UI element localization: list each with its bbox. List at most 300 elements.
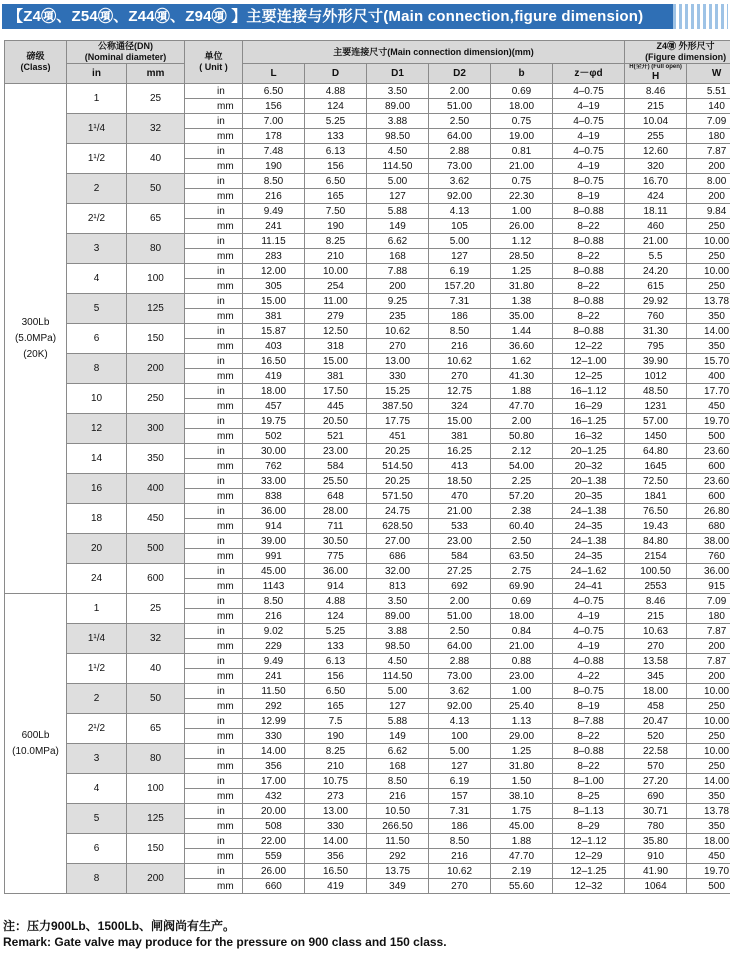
value-cell: 47.70 [491, 399, 553, 414]
table-row [5, 324, 730, 339]
dn-in-cell: 12 [67, 414, 127, 444]
unit-cell: mm [185, 489, 243, 504]
unit-cell: in [185, 234, 243, 249]
dn-in-cell: 1¹/2 [67, 654, 127, 684]
value-cell: 10.00 [687, 234, 730, 249]
value-cell: 1231 [625, 399, 687, 414]
dn-mm-cell: 65 [127, 204, 185, 234]
value-cell: 92.00 [429, 699, 491, 714]
value-cell: 29.92 [625, 294, 687, 309]
value-cell: 17.00 [243, 774, 305, 789]
dn-mm-cell: 80 [127, 744, 185, 774]
value-cell: 28.50 [491, 249, 553, 264]
value-cell: 12.50 [305, 324, 367, 339]
table-row [5, 474, 730, 489]
value-cell: 16.70 [625, 174, 687, 189]
dn-in-cell: 1¹/4 [67, 114, 127, 144]
value-cell: 8–0.88 [553, 294, 625, 309]
table-header [5, 41, 730, 84]
value-cell: 760 [687, 549, 730, 564]
value-cell: 84.80 [625, 534, 687, 549]
value-cell: 4.50 [367, 144, 429, 159]
unit-cell: in [185, 294, 243, 309]
value-cell: 26.00 [243, 864, 305, 879]
value-cell: 13.78 [687, 804, 730, 819]
value-cell: 4.88 [305, 84, 367, 99]
value-cell: 320 [625, 159, 687, 174]
unit-cell: mm [185, 669, 243, 684]
value-cell: 216 [243, 189, 305, 204]
value-cell: 215 [625, 609, 687, 624]
value-cell: 69.90 [491, 579, 553, 594]
value-cell: 991 [243, 549, 305, 564]
value-cell: 27.00 [367, 534, 429, 549]
value-cell: 8–1.13 [553, 804, 625, 819]
value-cell: 1064 [625, 879, 687, 894]
unit-cell: in [185, 324, 243, 339]
value-cell: 8–7.88 [553, 714, 625, 729]
value-cell: 127 [429, 249, 491, 264]
value-cell: 1.75 [491, 804, 553, 819]
value-cell: 6.19 [429, 264, 491, 279]
value-cell: 0.75 [491, 174, 553, 189]
dn-in-cell: 14 [67, 444, 127, 474]
value-cell: 7.00 [243, 114, 305, 129]
value-cell: 270 [367, 339, 429, 354]
dn-mm-cell: 250 [127, 384, 185, 414]
dn-mm-header: mm [127, 64, 185, 84]
col-label-2: D1 [367, 64, 429, 84]
unit-cell: mm [185, 789, 243, 804]
value-cell: 57.20 [491, 489, 553, 504]
value-cell: 20.47 [625, 714, 687, 729]
unit-cell: in [185, 774, 243, 789]
value-cell: 8.46 [625, 84, 687, 99]
value-cell: 571.50 [367, 489, 429, 504]
value-cell: 10.00 [687, 684, 730, 699]
value-cell: 7.09 [687, 114, 730, 129]
value-cell: 4.88 [305, 594, 367, 609]
value-cell: 8.50 [429, 324, 491, 339]
value-cell: 127 [429, 759, 491, 774]
value-cell: 127 [367, 699, 429, 714]
value-cell: 279 [305, 309, 367, 324]
value-cell: 7.87 [687, 654, 730, 669]
dn-mm-cell: 400 [127, 474, 185, 504]
value-cell: 31.80 [491, 279, 553, 294]
value-cell: 200 [367, 279, 429, 294]
value-cell: 149 [367, 219, 429, 234]
dn-mm-cell: 100 [127, 774, 185, 804]
value-cell: 14.00 [687, 774, 730, 789]
value-cell: 813 [367, 579, 429, 594]
value-cell: 13.58 [625, 654, 687, 669]
col-label-6: H(全开) (Full open) H [625, 64, 687, 84]
value-cell: 584 [305, 459, 367, 474]
value-cell: 190 [305, 219, 367, 234]
value-cell: 63.50 [491, 549, 553, 564]
value-cell: 350 [687, 789, 730, 804]
value-cell: 210 [305, 249, 367, 264]
value-cell: 114.50 [367, 159, 429, 174]
value-cell: 127 [367, 189, 429, 204]
value-cell: 2.00 [429, 594, 491, 609]
value-cell: 6.62 [367, 234, 429, 249]
unit-cell: in [185, 684, 243, 699]
table-row [5, 294, 730, 309]
value-cell: 1450 [625, 429, 687, 444]
value-cell: 51.00 [429, 609, 491, 624]
value-cell: 266.50 [367, 819, 429, 834]
value-cell: 915 [687, 579, 730, 594]
value-cell: 10.62 [429, 354, 491, 369]
value-cell: 8.50 [367, 774, 429, 789]
value-cell: 5.5 [625, 249, 687, 264]
value-cell: 5.00 [429, 234, 491, 249]
value-cell: 14.00 [687, 324, 730, 339]
value-cell: 1.62 [491, 354, 553, 369]
value-cell: 168 [367, 759, 429, 774]
figure-dimension-header: Z4㊠ 外形尺寸 (Figure dimension) [625, 41, 730, 64]
value-cell: 35.80 [625, 834, 687, 849]
value-cell: 9.84 [687, 204, 730, 219]
dn-in-cell: 20 [67, 534, 127, 564]
table-row [5, 534, 730, 549]
value-cell: 64.80 [625, 444, 687, 459]
dn-in-cell: 2¹/2 [67, 714, 127, 744]
value-cell: 500 [687, 429, 730, 444]
value-cell: 157.20 [429, 279, 491, 294]
value-cell: 349 [367, 879, 429, 894]
value-cell: 15.00 [429, 414, 491, 429]
value-cell: 7.09 [687, 594, 730, 609]
value-cell: 35.00 [491, 309, 553, 324]
h-full-open-note: H(全开) (Full open) [629, 64, 682, 70]
dn-in-cell: 8 [67, 354, 127, 384]
value-cell: 470 [429, 489, 491, 504]
value-cell: 5.51 [687, 84, 730, 99]
value-cell: 4–19 [553, 159, 625, 174]
value-cell: 22.00 [243, 834, 305, 849]
dn-mm-cell: 125 [127, 804, 185, 834]
unit-cell: mm [185, 99, 243, 114]
value-cell: 424 [625, 189, 687, 204]
value-cell: 186 [429, 309, 491, 324]
value-cell: 24–1.38 [553, 504, 625, 519]
value-cell: 4.50 [367, 654, 429, 669]
value-cell: 324 [429, 399, 491, 414]
value-cell: 12.00 [243, 264, 305, 279]
dn-in-cell: 6 [67, 324, 127, 354]
dn-mm-cell: 500 [127, 534, 185, 564]
value-cell: 521 [305, 429, 367, 444]
value-cell: 27.20 [625, 774, 687, 789]
dn-mm-cell: 50 [127, 684, 185, 714]
dn-mm-cell: 125 [127, 294, 185, 324]
value-cell: 24.20 [625, 264, 687, 279]
value-cell: 250 [687, 699, 730, 714]
unit-cell: mm [185, 759, 243, 774]
value-cell: 250 [687, 729, 730, 744]
value-cell: 2.88 [429, 654, 491, 669]
value-cell: 4–0.88 [553, 654, 625, 669]
value-cell: 6.19 [429, 774, 491, 789]
table-row [5, 624, 730, 639]
value-cell: 8–22 [553, 219, 625, 234]
value-cell: 838 [243, 489, 305, 504]
unit-cell: mm [185, 819, 243, 834]
value-cell: 8.00 [687, 174, 730, 189]
value-cell: 45.00 [491, 819, 553, 834]
value-cell: 387.50 [367, 399, 429, 414]
unit-cell: in [185, 864, 243, 879]
value-cell: 2.88 [429, 144, 491, 159]
value-cell: 10.62 [367, 324, 429, 339]
value-cell: 21.00 [491, 159, 553, 174]
value-cell: 64.00 [429, 639, 491, 654]
value-cell: 39.90 [625, 354, 687, 369]
value-cell: 8–25 [553, 789, 625, 804]
value-cell: 16–1.12 [553, 384, 625, 399]
value-cell: 1645 [625, 459, 687, 474]
value-cell: 8–0.88 [553, 744, 625, 759]
value-cell: 216 [429, 849, 491, 864]
value-cell: 41.30 [491, 369, 553, 384]
value-cell: 200 [687, 189, 730, 204]
dn-in-cell: 1 [67, 84, 127, 114]
value-cell: 1.88 [491, 384, 553, 399]
value-cell: 32.00 [367, 564, 429, 579]
unit-cell: in [185, 354, 243, 369]
value-cell: 350 [687, 309, 730, 324]
value-cell: 13.78 [687, 294, 730, 309]
table-row [5, 744, 730, 759]
value-cell: 210 [305, 759, 367, 774]
value-cell: 21.00 [429, 504, 491, 519]
value-cell: 615 [625, 279, 687, 294]
value-cell: 20–32 [553, 459, 625, 474]
table-row [5, 444, 730, 459]
value-cell: 12.75 [429, 384, 491, 399]
value-cell: 692 [429, 579, 491, 594]
value-cell: 15.70 [687, 354, 730, 369]
value-cell: 30.50 [305, 534, 367, 549]
unit-cell: mm [185, 519, 243, 534]
table-row [5, 864, 730, 879]
table-row [5, 384, 730, 399]
value-cell: 8–22 [553, 729, 625, 744]
value-cell: 235 [367, 309, 429, 324]
unit-cell: mm [185, 639, 243, 654]
value-cell: 8–0.88 [553, 234, 625, 249]
col-label-0: L [243, 64, 305, 84]
value-cell: 180 [687, 609, 730, 624]
value-cell: 600 [687, 459, 730, 474]
value-cell: 15.00 [243, 294, 305, 309]
value-cell: 508 [243, 819, 305, 834]
table-row [5, 504, 730, 519]
value-cell: 3.50 [367, 84, 429, 99]
value-cell: 1.00 [491, 684, 553, 699]
value-cell: 20.25 [367, 444, 429, 459]
col-label-7: W [687, 64, 730, 84]
value-cell: 350 [687, 819, 730, 834]
value-cell: 914 [305, 579, 367, 594]
value-cell: 23.00 [491, 669, 553, 684]
value-cell: 5.88 [367, 204, 429, 219]
value-cell: 3.88 [367, 624, 429, 639]
dn-in-cell: 1¹/2 [67, 144, 127, 174]
value-cell: 0.84 [491, 624, 553, 639]
value-cell: 780 [625, 819, 687, 834]
value-cell: 8–19 [553, 189, 625, 204]
unit-cell: mm [185, 249, 243, 264]
value-cell: 2.00 [429, 84, 491, 99]
unit-cell: in [185, 804, 243, 819]
value-cell: 8–29 [553, 819, 625, 834]
value-cell: 36.00 [305, 564, 367, 579]
unit-cell: mm [185, 729, 243, 744]
value-cell: 250 [687, 249, 730, 264]
value-cell: 450 [687, 849, 730, 864]
value-cell: 8.25 [305, 234, 367, 249]
value-cell: 54.00 [491, 459, 553, 474]
table-row [5, 84, 730, 99]
value-cell: 403 [243, 339, 305, 354]
value-cell: 241 [243, 219, 305, 234]
table-row [5, 594, 730, 609]
value-cell: 8.25 [305, 744, 367, 759]
dn-in-cell: 2 [67, 684, 127, 714]
value-cell: 345 [625, 669, 687, 684]
value-cell: 7.31 [429, 804, 491, 819]
value-cell: 457 [243, 399, 305, 414]
value-cell: 10.00 [687, 264, 730, 279]
value-cell: 60.40 [491, 519, 553, 534]
value-cell: 10.62 [429, 864, 491, 879]
value-cell: 330 [367, 369, 429, 384]
value-cell: 12–22 [553, 339, 625, 354]
value-cell: 4–19 [553, 99, 625, 114]
unit-cell: mm [185, 129, 243, 144]
table-row [5, 264, 730, 279]
unit-cell: in [185, 594, 243, 609]
dn-in-cell: 8 [67, 864, 127, 894]
class-cell: 600Lb (10.0MPa) [5, 594, 67, 894]
value-cell: 10.00 [687, 744, 730, 759]
dn-in-cell: 1 [67, 594, 127, 624]
dn-mm-cell: 40 [127, 654, 185, 684]
value-cell: 25.40 [491, 699, 553, 714]
dn-in-cell: 10 [67, 384, 127, 414]
value-cell: 18.00 [491, 99, 553, 114]
value-cell: 4–19 [553, 639, 625, 654]
value-cell: 216 [243, 609, 305, 624]
value-cell: 445 [305, 399, 367, 414]
value-cell: 419 [305, 879, 367, 894]
value-cell: 502 [243, 429, 305, 444]
value-cell: 89.00 [367, 609, 429, 624]
value-cell: 19.70 [687, 414, 730, 429]
value-cell: 124 [305, 99, 367, 114]
value-cell: 30.71 [625, 804, 687, 819]
value-cell: 5.88 [367, 714, 429, 729]
unit-cell: mm [185, 459, 243, 474]
value-cell: 19.00 [491, 129, 553, 144]
unit-cell: mm [185, 879, 243, 894]
value-cell: 8–22 [553, 279, 625, 294]
value-cell: 190 [305, 729, 367, 744]
value-cell: 9.49 [243, 204, 305, 219]
table-row [5, 114, 730, 129]
value-cell: 460 [625, 219, 687, 234]
value-cell: 100.50 [625, 564, 687, 579]
value-cell: 10.04 [625, 114, 687, 129]
dn-mm-cell: 25 [127, 84, 185, 114]
value-cell: 533 [429, 519, 491, 534]
value-cell: 23.00 [429, 534, 491, 549]
value-cell: 283 [243, 249, 305, 264]
value-cell: 413 [429, 459, 491, 474]
value-cell: 165 [305, 699, 367, 714]
unit-cell: in [185, 534, 243, 549]
value-cell: 4–0.75 [553, 624, 625, 639]
value-cell: 18.50 [429, 474, 491, 489]
value-cell: 458 [625, 699, 687, 714]
value-cell: 18.00 [687, 834, 730, 849]
value-cell: 711 [305, 519, 367, 534]
dn-in-cell: 3 [67, 234, 127, 264]
value-cell: 2.50 [429, 114, 491, 129]
value-cell: 180 [687, 129, 730, 144]
value-cell: 18.11 [625, 204, 687, 219]
table-row [5, 564, 730, 579]
value-cell: 292 [243, 699, 305, 714]
value-cell: 381 [305, 369, 367, 384]
unit-cell: mm [185, 309, 243, 324]
banner-decoration [673, 4, 728, 29]
value-cell: 0.69 [491, 84, 553, 99]
value-cell: 5.25 [305, 114, 367, 129]
value-cell: 16–32 [553, 429, 625, 444]
value-cell: 12–1.25 [553, 864, 625, 879]
value-cell: 51.00 [429, 99, 491, 114]
value-cell: 26.80 [687, 504, 730, 519]
value-cell: 9.25 [367, 294, 429, 309]
table-row [5, 204, 730, 219]
value-cell: 39.00 [243, 534, 305, 549]
unit-cell: in [185, 834, 243, 849]
value-cell: 100 [429, 729, 491, 744]
value-cell: 21.00 [491, 639, 553, 654]
value-cell: 7.48 [243, 144, 305, 159]
unit-cell: mm [185, 339, 243, 354]
value-cell: 419 [243, 369, 305, 384]
dn-in-cell: 3 [67, 744, 127, 774]
value-cell: 8.50 [243, 174, 305, 189]
value-cell: 156 [305, 159, 367, 174]
value-cell: 2154 [625, 549, 687, 564]
dn-in-header: in [67, 64, 127, 84]
value-cell: 1.12 [491, 234, 553, 249]
value-cell: 168 [367, 249, 429, 264]
value-cell: 6.62 [367, 744, 429, 759]
value-cell: 15.00 [305, 354, 367, 369]
value-cell: 105 [429, 219, 491, 234]
value-cell: 200 [687, 159, 730, 174]
value-cell: 0.69 [491, 594, 553, 609]
value-cell: 584 [429, 549, 491, 564]
